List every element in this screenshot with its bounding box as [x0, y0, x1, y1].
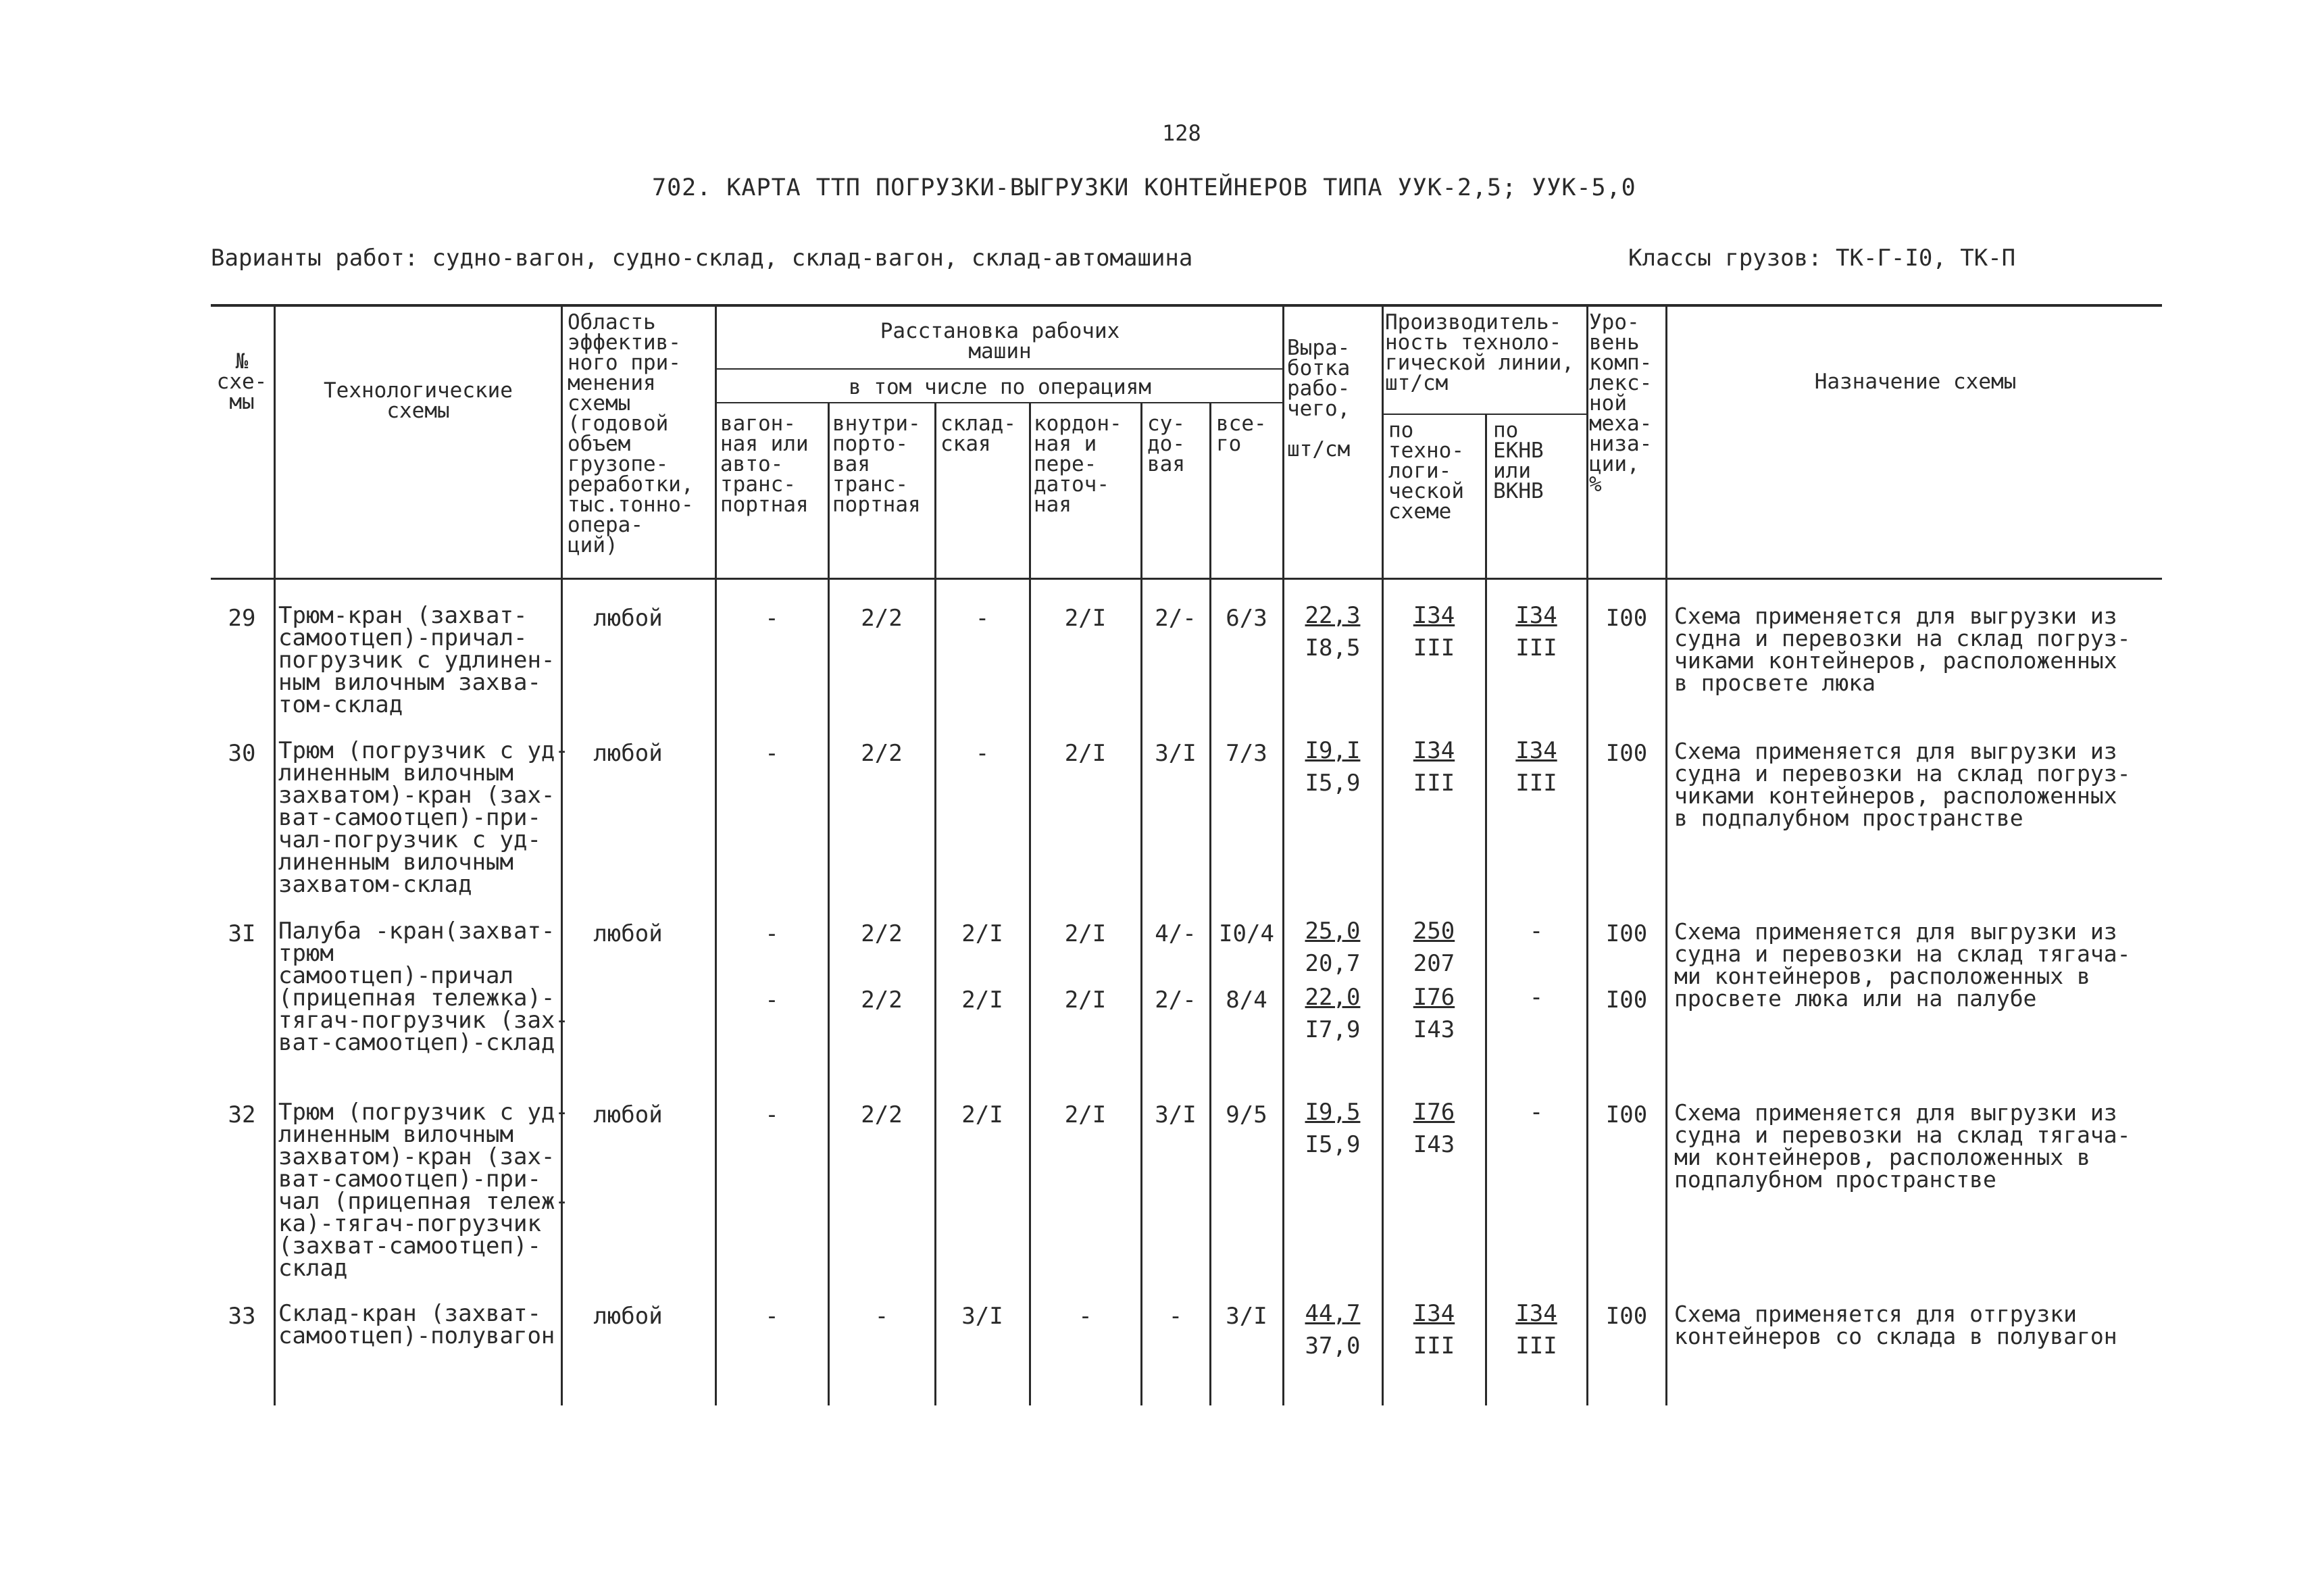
header-application-area: Область эффектив- ного при- менения схемы (годовой объем грузопе- реработки, тыс.тонно- опера- ций)	[568, 310, 694, 557]
cell-wagon: -	[765, 1101, 779, 1128]
output-bottom-value: 37,0	[1305, 1332, 1361, 1360]
fraction-output	[1284, 599, 1382, 664]
header-worker-output: Выра- ботка рабо- чего, шт/см	[1287, 336, 1351, 462]
fraction-eknv	[1486, 915, 1586, 947]
cell-inner: 2/2	[861, 987, 903, 1014]
cell-ship: 3/I	[1155, 1101, 1197, 1128]
page-title: 702. КАРТА ТТП ПОГРУЗКИ-ВЫГРУЗКИ КОНТЕЙНЕРОВ ТИПА УУК-2,5; УУК-5,0	[652, 174, 1636, 201]
eknv-bottom-value: III	[1515, 1332, 1557, 1360]
scheme-bottom-value: III	[1413, 1332, 1455, 1360]
application-area: любой	[593, 1101, 663, 1128]
header-ship: су- до- вая	[1147, 412, 1185, 476]
fraction-output	[1284, 915, 1382, 980]
scheme-description: Трюм-кран (захват- самоотцеп)-причал- погрузчик с удлинен- ным вилочным захва- том-склад	[278, 602, 555, 718]
cell-total: 9/5	[1226, 1101, 1267, 1128]
scheme-bottom-value: I43	[1413, 1016, 1455, 1043]
eknv-top-value: -	[1529, 918, 1544, 945]
eknv-top-value: -	[1529, 984, 1544, 1011]
cell-ship: 2/-	[1155, 605, 1197, 632]
application-area: любой	[593, 605, 663, 632]
cell-cordon: 2/I	[1064, 605, 1107, 632]
cell-total: I0/4	[1219, 920, 1274, 947]
page-number: 128	[1162, 120, 1201, 146]
scheme-description: Палуба -кран(захват- трюм самоотцеп)-причал (прицепная тележка)- тягач-погрузчик (зах- ват-самоотцеп)-склад	[278, 918, 569, 1056]
header-tech-schemes: Технологические схемы	[324, 378, 513, 423]
scheme-purpose: Схема применяется для отгрузки контейнеров со склада в полувагон	[1674, 1301, 2117, 1349]
cell-ship: -	[1168, 1303, 1183, 1330]
cell-cordon: 2/I	[1064, 1101, 1107, 1128]
header-scheme-purpose: Назначение схемы	[1814, 370, 2017, 394]
scheme-top-value: I34	[1413, 602, 1455, 629]
header-warehouse: склад- ская	[940, 412, 1016, 456]
output-bottom-value: I5,9	[1305, 770, 1361, 797]
work-variants: Варианты работ: судно-вагон, судно-склад, склад-вагон, склад-автомашина	[211, 245, 1193, 272]
cell-level: I00	[1605, 740, 1648, 767]
scheme-number: 33	[228, 1303, 256, 1330]
output-bottom-value: 20,7	[1305, 950, 1361, 977]
cell-ship: 2/-	[1155, 987, 1197, 1014]
cell-level: I00	[1605, 987, 1648, 1014]
scheme-description: Трюм (погрузчик с уд- линенным вилочным захватом)-кран (зах- ват-самоотцеп)-при- чал (прицепная тележ- ка)-тягач-погрузчик (захват-самоотцеп)- склад	[278, 1099, 569, 1282]
cell-level: I00	[1605, 1303, 1648, 1330]
header-including-operations: в том числе по операциям	[849, 375, 1151, 399]
cell-wagon: -	[765, 605, 779, 632]
cell-inner: -	[874, 1303, 889, 1330]
cell-level: I00	[1605, 605, 1648, 632]
fraction-eknv	[1486, 734, 1586, 799]
cargo-classes: Классы грузов: ТК-Г-I0, ТК-П	[1628, 245, 2016, 272]
scheme-purpose: Схема применяется для выгрузки из судна и перевозки на склад тягача- ми контейнеров, расположенных в просвете люка или на палубе	[1674, 918, 2131, 1012]
scheme-purpose: Схема применяется для выгрузки из судна и перевозки на склад тягача- ми контейнеров, расположенных в подпалубном пространстве	[1674, 1099, 2131, 1193]
scheme-purpose: Схема применяется для выгрузки из судна и перевозки на склад погруз- чиками контейнеров, расположенных в просвете люка	[1674, 603, 2131, 696]
cell-wagon: -	[765, 1303, 779, 1330]
cell-warehouse: -	[975, 740, 990, 767]
application-area: любой	[593, 920, 663, 947]
cell-inner: 2/2	[861, 740, 903, 767]
cell-level: I00	[1605, 920, 1648, 947]
application-area: любой	[593, 1303, 663, 1330]
scheme-description: Трюм (погрузчик с уд- линенным вилочным захватом)-кран (зах- ват-самоотцеп)-при- чал-погрузчик с уд- линенным вилочным захватом-склад	[278, 737, 569, 898]
fraction-eknv	[1486, 599, 1586, 664]
scheme-description: Склад-кран (захват- самоотцеп)-полувагон	[278, 1300, 555, 1349]
scheme-number: 3I	[228, 920, 256, 947]
cell-wagon: -	[765, 920, 779, 947]
output-bottom-value: I7,9	[1305, 1016, 1361, 1043]
header-by-tech-scheme: по техно- логи- ческой схеме	[1388, 418, 1464, 524]
cell-cordon: 2/I	[1064, 920, 1107, 947]
fraction-eknv	[1486, 1096, 1586, 1128]
header-cordon: кордон- ная и пере- даточ- ная	[1034, 412, 1122, 517]
cell-wagon: -	[765, 987, 779, 1014]
cell-warehouse: 2/I	[961, 1101, 1003, 1128]
cell-total: 8/4	[1226, 987, 1267, 1014]
output-top-value: 22,3	[1305, 602, 1361, 629]
output-bottom-value: I5,9	[1305, 1131, 1361, 1158]
fraction-output	[1284, 1096, 1382, 1161]
scheme-bottom-value: III	[1413, 770, 1455, 797]
header-total: все- го	[1216, 412, 1267, 456]
fraction-eknv	[1486, 1297, 1586, 1362]
fraction-eknv	[1486, 981, 1586, 1014]
cell-warehouse: 2/I	[961, 920, 1003, 947]
cell-ship: 4/-	[1155, 920, 1197, 947]
header-inner-port-transport: внутри- порто- вая транс- портная	[832, 412, 921, 517]
header-machine-placement: Расстановка рабочих машин	[880, 319, 1120, 364]
cell-warehouse: 3/I	[961, 1303, 1003, 1330]
scheme-top-value: 250	[1413, 918, 1455, 945]
scheme-top-value: I34	[1413, 1300, 1455, 1327]
cell-total: 7/3	[1226, 740, 1267, 767]
fraction-scheme	[1383, 1096, 1485, 1161]
scheme-top-value: I76	[1413, 1099, 1455, 1126]
output-bottom-value: I8,5	[1305, 634, 1361, 662]
eknv-bottom-value: III	[1515, 634, 1557, 662]
fraction-scheme	[1383, 981, 1485, 1046]
output-top-value: I9,I	[1305, 737, 1361, 764]
fraction-output	[1284, 981, 1382, 1046]
eknv-top-value: I34	[1515, 1300, 1557, 1327]
scheme-purpose: Схема применяется для выгрузки из судна и перевозки на склад погруз- чиками контейнеров, расположенных в подпалубном пространстве	[1674, 738, 2131, 831]
cell-total: 6/3	[1226, 605, 1267, 632]
cell-wagon: -	[765, 740, 779, 767]
cell-inner: 2/2	[861, 1101, 903, 1128]
output-top-value: 44,7	[1305, 1300, 1361, 1327]
scheme-bottom-value: 207	[1413, 950, 1455, 977]
scheme-bottom-value: I43	[1413, 1131, 1455, 1158]
cell-warehouse: -	[975, 605, 990, 632]
header-by-eknv: по ЕКНВ или ВКНВ	[1493, 418, 1544, 503]
fraction-scheme	[1383, 1297, 1485, 1362]
output-top-value: 25,0	[1305, 918, 1361, 945]
fraction-output	[1284, 1297, 1382, 1362]
application-area: любой	[593, 740, 663, 767]
cell-inner: 2/2	[861, 920, 903, 947]
header-mechanization-level: Уро- вень комп- лекс- ной меха- низа- ции, %	[1589, 310, 1653, 497]
header-scheme-number: № схе- мы	[216, 349, 268, 414]
scheme-top-value: I34	[1413, 737, 1455, 764]
header-wagon-transport: вагон- ная или авто- транс- портная	[720, 412, 809, 517]
fraction-scheme	[1383, 599, 1485, 664]
cell-level: I00	[1605, 1101, 1648, 1128]
cell-warehouse: 2/I	[961, 987, 1003, 1014]
scheme-bottom-value: III	[1413, 634, 1455, 662]
fraction-scheme	[1383, 915, 1485, 980]
cell-total: 3/I	[1226, 1303, 1267, 1330]
cell-cordon: -	[1078, 1303, 1092, 1330]
eknv-top-value: -	[1529, 1099, 1544, 1126]
scheme-number: 32	[228, 1101, 256, 1128]
cell-inner: 2/2	[861, 605, 903, 632]
header-line-productivity: Производитель- ность техноло- гической линии, шт/см	[1385, 310, 1574, 395]
fraction-output	[1284, 734, 1382, 799]
scheme-number: 29	[228, 605, 256, 632]
output-top-value: 22,0	[1305, 984, 1361, 1011]
eknv-top-value: I34	[1515, 602, 1557, 629]
eknv-top-value: I34	[1515, 737, 1557, 764]
scheme-top-value: I76	[1413, 984, 1455, 1011]
cell-ship: 3/I	[1155, 740, 1197, 767]
cell-cordon: 2/I	[1064, 987, 1107, 1014]
fraction-scheme	[1383, 734, 1485, 799]
cell-cordon: 2/I	[1064, 740, 1107, 767]
eknv-bottom-value: III	[1515, 770, 1557, 797]
output-top-value: I9,5	[1305, 1099, 1361, 1126]
scheme-number: 30	[228, 740, 256, 767]
